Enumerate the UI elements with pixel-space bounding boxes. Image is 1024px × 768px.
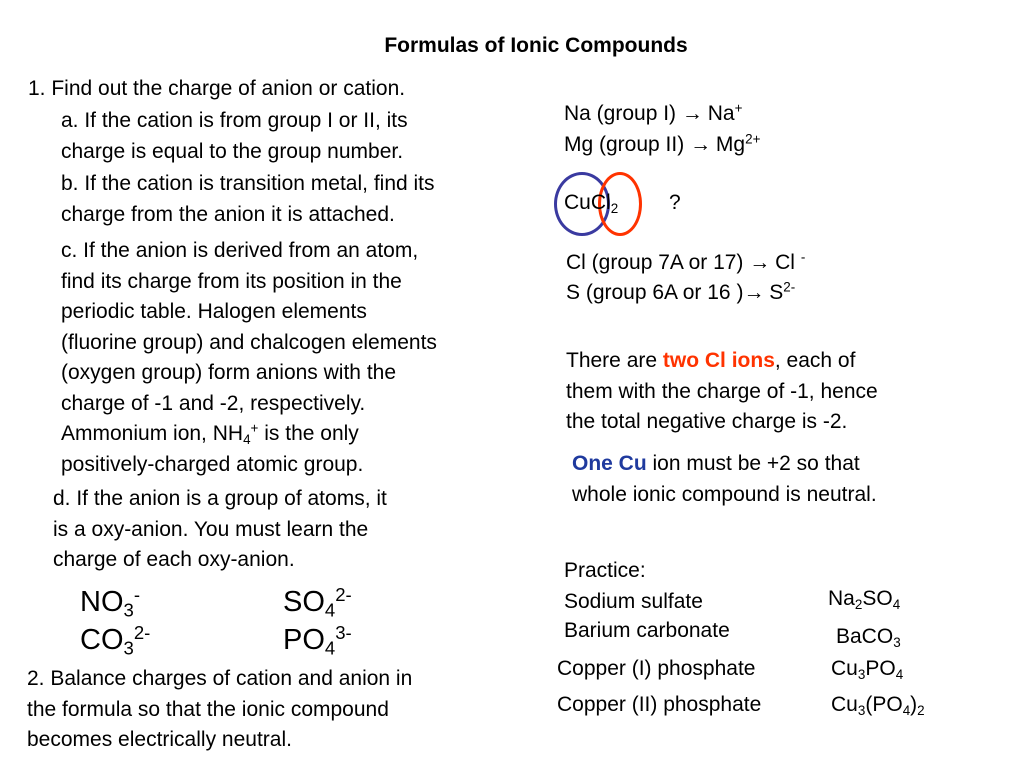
step1-b [61, 169, 435, 230]
cl-ion-charge: - [800, 249, 806, 265]
formula-subscript: 3 [857, 703, 866, 719]
formula-subscript: 4 [892, 597, 901, 613]
formula-part: ) [910, 693, 918, 716]
s-ion: S [769, 281, 784, 304]
ammonium-sub: 4 [243, 432, 251, 448]
practice-formula [831, 654, 903, 685]
question-mark: ? [669, 191, 681, 214]
mg-ion: Mg [715, 133, 746, 156]
practice-name-copper-ii-phosphate: Copper (II) phosphate [557, 693, 762, 716]
step2-line: 2. Balance charges of cation and anion in [27, 667, 413, 690]
practice-name-barium-carbonate: Barium carbonate [564, 619, 730, 642]
ammonium-suffix: is the only [258, 422, 359, 445]
practice-heading: Practice: [564, 559, 646, 582]
step1-d [53, 484, 387, 576]
arrow-right-icon: → [749, 251, 771, 274]
formula-subscript: 4 [895, 667, 904, 683]
formula-part: SO [862, 587, 893, 610]
formula-part: Cu [831, 693, 858, 716]
oxyanion-base: NO [80, 586, 124, 618]
step1-d-line: is a oxy-anion. You must learn the [53, 517, 369, 541]
cl-group-label: Cl (group 7A or 17) [566, 251, 744, 274]
na-ion-charge: + [734, 100, 743, 116]
na-group-label: Na (group I) [564, 102, 677, 125]
explanation-line [572, 449, 877, 480]
explanation-line: whole ionic compound is neutral. [572, 482, 877, 506]
step1-b-line: charge from the anion it is attached. [61, 202, 395, 226]
step1-c-line: positively-charged atomic group. [61, 452, 364, 476]
step1-d-line: charge of each oxy-anion. [53, 548, 295, 571]
s-group-label: S (group 6A or 16 ) [566, 281, 744, 304]
step1-c-line: c. If the anion is derived from an atom, [61, 239, 419, 262]
oxyanion-so4 [283, 583, 352, 621]
explanation-cu [572, 449, 877, 510]
two-cl-ions-highlight: two Cl ions [662, 349, 775, 372]
oxyanion-sub: 4 [324, 599, 336, 621]
oxyanion-base: CO [80, 624, 124, 656]
oxyanion-sub: 4 [324, 637, 336, 659]
cl-ion: Cl [775, 251, 795, 274]
step1-c [61, 236, 437, 480]
oxyanion-sup: - [133, 583, 141, 605]
practice-formula [836, 622, 901, 653]
formula-subscript: 3 [893, 635, 901, 651]
mg-ion-charge: 2+ [745, 131, 761, 147]
mg-line [564, 130, 760, 161]
oxyanion-sup: 3- [335, 621, 352, 643]
explanation-suffix: ion must be +2 so that [646, 452, 860, 475]
oxyanion-base: PO [283, 624, 325, 656]
step1-c-line: find its charge from its position in the [61, 269, 402, 293]
ammonium-line [61, 419, 437, 450]
mg-group-label: Mg (group II) [564, 133, 685, 156]
na-line [564, 99, 742, 130]
step1-c-line: periodic table. Halogen elements [61, 300, 367, 323]
formula-part: Na [828, 587, 855, 610]
ammonium-sup: + [250, 420, 259, 436]
step1-a [61, 106, 408, 167]
page-title: Formulas of Ionic Compounds [384, 34, 688, 57]
step1-heading: 1. Find out the charge of anion or cation. [28, 77, 406, 100]
cucl2-formula [564, 188, 618, 219]
s-ion-charge: 2- [783, 279, 796, 295]
explanation-prefix: There are [566, 349, 663, 372]
practice-name-copper-i-phosphate: Copper (I) phosphate [557, 657, 756, 680]
practice-formula [828, 584, 900, 615]
step2-line: becomes electrically neutral. [27, 728, 292, 751]
formula-subscript: 3 [857, 667, 866, 683]
arrow-right-icon: → [743, 281, 765, 304]
cl-symbol: Cl [590, 191, 611, 214]
formula-part: PO [865, 657, 896, 680]
formula-subscript: 2 [917, 703, 925, 719]
practice-name-sodium-sulfate: Sodium sulfate [564, 590, 703, 613]
ammonium-prefix: Ammonium ion, NH [61, 422, 244, 445]
formula-subscript: 4 [902, 703, 911, 719]
oxyanion-co3 [80, 621, 151, 659]
cl-subscript: 2 [610, 201, 619, 217]
oxyanion-sub: 3 [123, 599, 134, 621]
step1-a-line: a. If the cation is from group I or II, its [61, 109, 408, 132]
step1-c-line: (oxygen group) form anions with the [61, 361, 397, 384]
explanation-line: the total negative charge is -2. [566, 410, 848, 433]
one-cu-highlight: One Cu [572, 452, 647, 475]
step1-c-line: charge of -1 and -2, respectively. [61, 391, 366, 415]
explanation-line [566, 346, 878, 377]
step2 [27, 664, 412, 756]
explanation-cl [566, 346, 878, 438]
explanation-suffix: , each of [774, 349, 856, 372]
step2-line: the formula so that the ionic compound [27, 697, 389, 721]
cl-line [566, 248, 805, 279]
oxyanion-no3 [80, 583, 141, 621]
cu-symbol: Cu [564, 191, 591, 214]
arrow-right-icon: → [690, 133, 712, 156]
arrow-right-icon: → [681, 102, 703, 125]
na-ion: Na [707, 102, 735, 125]
formula-part: Cu [831, 657, 858, 680]
formula-part: (PO [865, 693, 903, 716]
step1-c-line: (fluorine group) and chalcogen elements [61, 330, 437, 354]
oxyanion-base: SO [283, 586, 325, 618]
step1-d-line: d. If the anion is a group of atoms, it [53, 487, 387, 510]
formula-subscript: 2 [854, 597, 863, 613]
oxyanion-po4 [283, 621, 352, 659]
explanation-line: them with the charge of -1, hence [566, 379, 878, 403]
oxyanion-sub: 3 [123, 637, 134, 659]
step1-a-line: charge is equal to the group number. [61, 139, 404, 163]
s-line [566, 278, 795, 309]
oxyanion-sup: 2- [335, 583, 352, 605]
step1-b-line: b. If the cation is transition metal, find its [61, 172, 435, 195]
oxyanion-sup: 2- [133, 621, 151, 643]
formula-part: BaCO [836, 625, 894, 648]
practice-formula [831, 690, 925, 721]
